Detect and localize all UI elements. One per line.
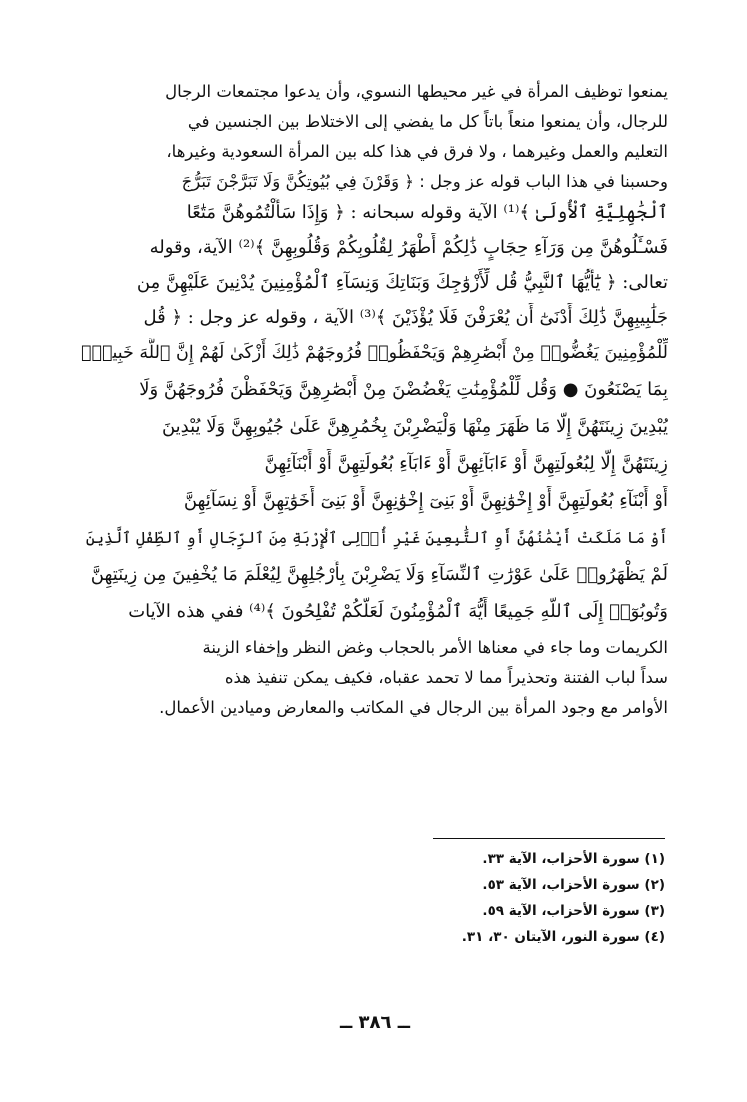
footnote-item: (٣) سورة الأحزاب، الآية ٥٩.	[482, 903, 665, 919]
verse-line: زِينَتَهُنَّ إِلَّا لِبُعُولَتِهِنَّ أَوْ ءَابَآئِهِنَّ أَوْ ءَابَآءِ بُعُولَتِهِنَّ أَوْ أَبْنَآئِهِنَّ	[264, 453, 668, 474]
verse-line: وَتُوبُوٓا۟ إِلَى ٱللَّهِ جَمِيعًا أَيُّهَ ٱلْمُؤْمِنُونَ لَعَلَّكُمْ تُفْلِحُونَ ﴾⁽⁴⁾ ففي هذه الآيات	[128, 601, 668, 622]
text-line: الأوامر مع وجود المرأة بين الرجال في المكاتب والمعارض وميادين الأعمال.	[159, 698, 668, 717]
main-text-block	[78, 78, 668, 724]
verse-line: ٱلْجَٰهِلِيَّةِ ٱلْأُولَىٰ ﴾⁽¹⁾ الآية وقوله سبحانه : ﴿ وَإِذَا سَأَلْتُمُوهُنَّ مَتَٰعًا	[186, 202, 668, 223]
text-line: الكريمات وما جاء في معناها الأمر بالحجاب وغض النظر وإخفاء الزينة	[202, 638, 668, 657]
verse-line: تعالى: ﴿ يَٰٓأَيُّهَا ٱلنَّبِيُّ قُل لِّأَزْوَٰجِكَ وَبَنَاتِكَ وَنِسَآءِ ٱلْمُؤْمِنِينَ يُدْنِينَ عَلَيْهِنَّ مِن	[136, 272, 668, 293]
text-line: التعليم والعمل وغيرهما ، ولا فرق في هذا كله بين المرأة السعودية وغيرها،	[166, 142, 668, 161]
footnote-item: (٢) سورة الأحزاب، الآية ٥٣.	[482, 877, 665, 893]
text-line: سداً لباب الفتنة وتحذيراً مما لا تحمد عقباه، فكيف يمكن تنفيذ هذه	[224, 668, 668, 687]
text-line: وحسبنا في هذا الباب قوله عز وجل : ﴿ وَقَرْنَ فِي بُيُوتِكُنَّ وَلَا تَبَرَّجْنَ تَبَرُّجَ	[181, 172, 668, 191]
verse-line: يُبْدِينَ زِينَتَهُنَّ إِلَّا مَا ظَهَرَ مِنْهَا وَلْيَضْرِبْنَ بِخُمُرِهِنَّ عَلَىٰ جُيُوبِهِنَّ وَلَا يُبْدِينَ	[161, 416, 668, 437]
verse-line: فَسْـَٔلُوهُنَّ مِن وَرَآءِ حِجَابٍ ذَٰلِكُمْ أَطْهَرُ لِقُلُوبِكُمْ وَقُلُوبِهِنَّ ﴾⁽²⁾ الآية، وقوله	[149, 237, 668, 258]
footnote-divider	[433, 838, 665, 839]
text-line: يمنعوا توظيف المرأة في غير محيطها النسوي، وأن يدعوا مجتمعات الرجال	[165, 82, 668, 101]
verse-line: جَلَٰبِيبِهِنَّ ذَٰلِكَ أَدْنَىٰٓ أَن يُعْرَفْنَ فَلَا يُؤْذَيْنَ ﴾⁽³⁾ الآية ، وقوله عز وجل : ﴿ قُل	[143, 307, 668, 328]
text-line: للرجال، وأن يمنعوا منعاً باتاً كل ما يفضي إلى الاختلاط بين الجنسين في	[187, 112, 668, 131]
footnote-item: (٤) سورة النور، الآيتان ٣٠، ٣١.	[461, 929, 665, 945]
verse-line: بِمَا يَصْنَعُونَ ● وَقُل لِّلْمُؤْمِنَٰتِ يَغْضُضْنَ مِنْ أَبْصَٰرِهِنَّ وَيَحْفَظْنَ فُرُوجَهُنَّ وَلَا	[139, 379, 668, 400]
footnotes	[365, 851, 665, 955]
verse-line: أَوْ أَبْنَآءِ بُعُولَتِهِنَّ أَوْ إِخْوَٰنِهِنَّ أَوْ بَنِىٓ إِخْوَٰنِهِنَّ أَوْ بَنِىٓ أَخَوَٰتِهِنَّ أَوْ نِسَآئِهِنَّ	[183, 490, 668, 511]
verse-line: أَوْ مَا مَلَكَتْ أَيْمَٰنُهُنَّ أَوِ ٱلتَّٰبِعِينَ غَيْرِ أُو۟لِى ٱلْإِرْبَةِ مِنَ ٱلرِّجَالِ أَوِ ٱلطِّفْلِ ٱلَّذِينَ	[85, 529, 668, 547]
verse-line: لَمْ يَظْهَرُوا۟ عَلَىٰ عَوْرَٰتِ ٱلنِّسَآءِ وَلَا يَضْرِبْنَ بِأَرْجُلِهِنَّ لِيُعْلَمَ مَا يُخْفِينَ مِن زِينَتِهِنَّ	[90, 564, 668, 585]
footnote-item: (١) سورة الأحزاب، الآية ٣٣.	[482, 851, 665, 867]
page-number: ــ ٣٨٦ ــ	[339, 1012, 411, 1033]
verse-line: لِّلْمُؤْمِنِينَ يَغُضُّوا۟ مِنْ أَبْصَٰرِهِمْ وَيَحْفَظُوا۟ فُرُوجَهُمْ ذَٰلِكَ أَزْكَىٰ لَهُمْ إِنَّ ٱللَّهَ خَبِيرٌۢ	[80, 343, 668, 363]
